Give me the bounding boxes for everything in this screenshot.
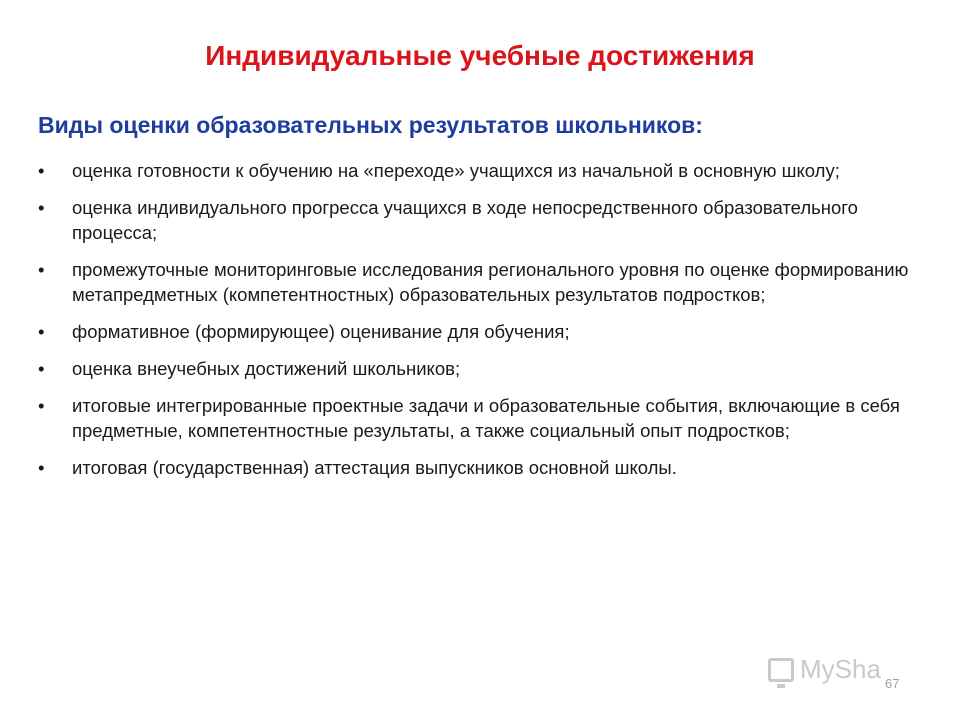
bullet-item	[38, 158, 928, 183]
bullet-text: промежуточные мониторинговые исследования регионального уровня по оценке формированию метапредметных (компетентностных) образовательных результатов подростков;	[72, 259, 909, 305]
bullet-list	[38, 158, 928, 492]
bullet-item	[38, 257, 928, 307]
bullet-item	[38, 195, 928, 245]
bullet-text: формативное (формирующее) оценивание для обучения;	[72, 321, 570, 342]
slide-title: Индивидуальные учебные достижения	[205, 40, 755, 71]
bullet-dot: •	[38, 321, 45, 342]
slide-subtitle: Виды оценки образовательных результатов школьников:	[38, 112, 703, 138]
bullet-dot: •	[38, 259, 45, 280]
bullet-item	[38, 319, 928, 344]
bullet-dot: •	[38, 160, 45, 181]
bullet-text: итоговая (государственная) аттестация выпускников основной школы.	[72, 457, 677, 478]
bullet-dot: •	[38, 358, 45, 379]
bullet-item	[38, 455, 928, 480]
bullet-text: итоговые интегрированные проектные задачи и образовательные события, включающие в себя предметные, компетентностные результаты, а также социальный опыт подростков;	[72, 395, 900, 441]
bullet-text: оценка внеучебных достижений школьников;	[72, 358, 461, 379]
monitor-icon	[768, 658, 794, 682]
bullet-text: оценка готовности к обучению на «переходе» учащихся из начальной в основную школу;	[72, 160, 840, 181]
bullet-dot: •	[38, 197, 45, 218]
watermark-text: MySha	[800, 654, 881, 684]
page-number: 67	[885, 676, 900, 691]
bullet-item	[38, 356, 928, 381]
watermark	[768, 654, 881, 685]
bullet-dot: •	[38, 395, 45, 416]
bullet-dot: •	[38, 457, 45, 478]
bullet-item	[38, 393, 928, 443]
bullet-text: оценка индивидуального прогресса учащихся в ходе непосредственного образовательного процесса;	[72, 197, 858, 243]
